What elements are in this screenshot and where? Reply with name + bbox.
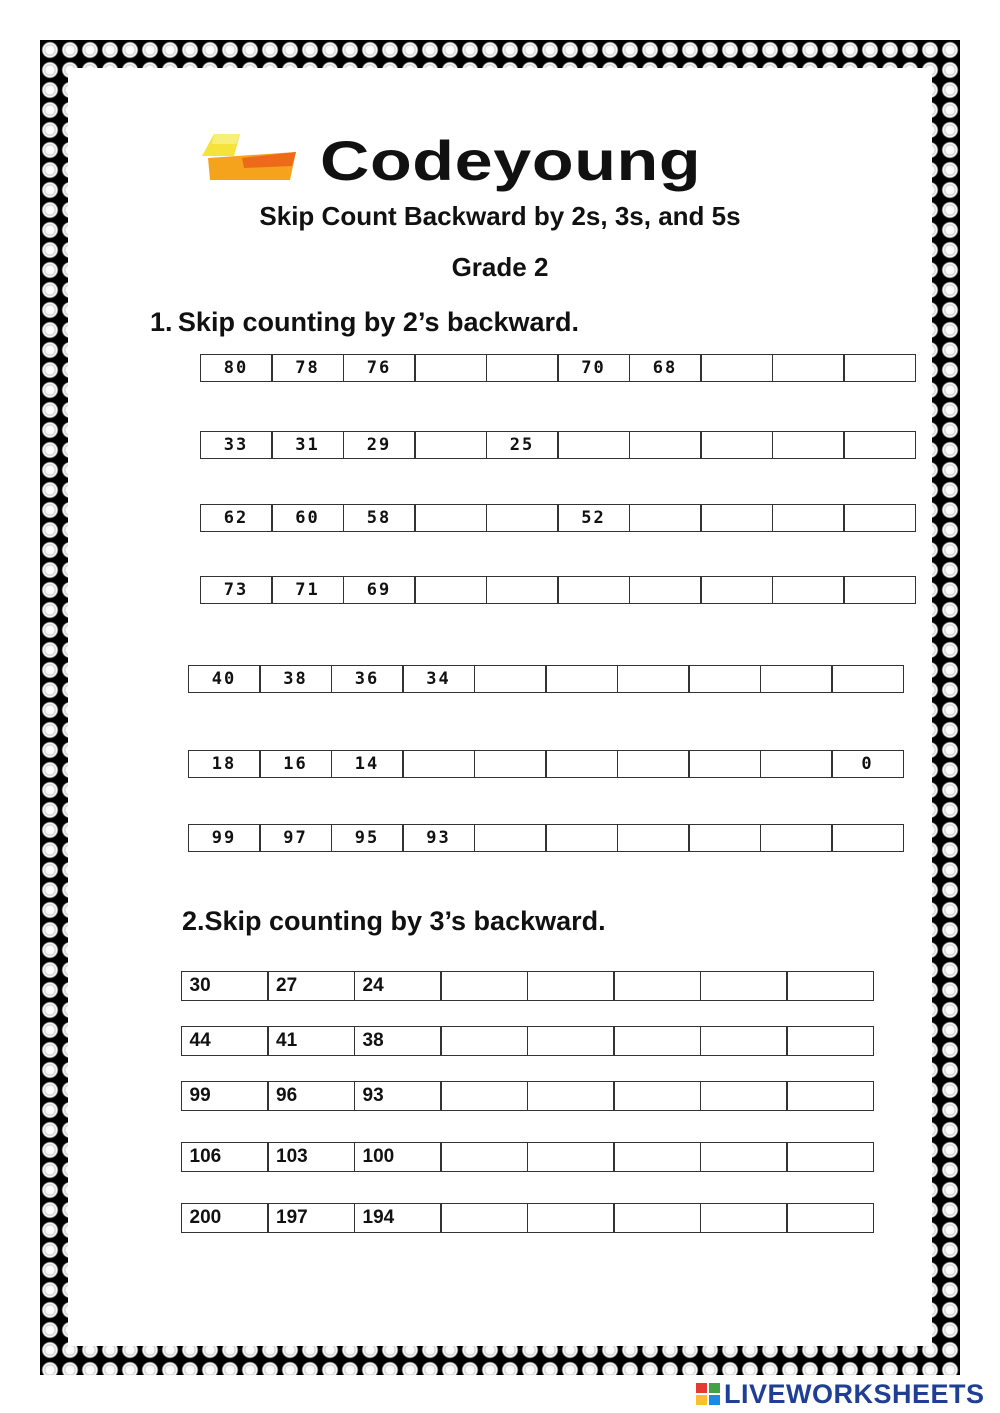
count-row-3s: [182, 1142, 874, 1172]
answer-cell: 106: [181, 1142, 269, 1172]
answer-cell: 71: [271, 576, 344, 604]
answer-cell[interactable]: [629, 431, 702, 459]
count-row-3s: [182, 1026, 874, 1056]
liveworksheets-logo-icon: [696, 1383, 720, 1405]
answer-cell: 73: [200, 576, 273, 604]
answer-cell: 99: [181, 1081, 269, 1111]
answer-cell: 0: [831, 750, 904, 778]
answer-cell: 70: [557, 354, 630, 382]
answer-cell[interactable]: [760, 824, 833, 852]
answer-cell: 27: [267, 971, 355, 1001]
answer-cell: 200: [181, 1203, 269, 1233]
brand-logo-icon: [200, 132, 300, 184]
answer-cell[interactable]: [440, 1026, 528, 1056]
section-2-heading: 2.Skip counting by 3’s backward.: [182, 906, 606, 936]
answer-cell[interactable]: [688, 665, 761, 693]
answer-cell: 197: [267, 1203, 355, 1233]
answer-cell: 68: [629, 354, 702, 382]
count-row-2s: [189, 665, 904, 693]
answer-cell: 34: [402, 665, 475, 693]
answer-cell[interactable]: [772, 431, 845, 459]
answer-cell[interactable]: [527, 1026, 615, 1056]
answer-cell: 60: [271, 504, 344, 532]
watermark-text: LIVEWORKSHEETS: [724, 1378, 985, 1409]
answer-cell[interactable]: [527, 1142, 615, 1172]
answer-cell: 93: [354, 1081, 442, 1111]
answer-cell[interactable]: [700, 576, 773, 604]
answer-cell[interactable]: [545, 750, 618, 778]
answer-cell[interactable]: [440, 971, 528, 1001]
answer-cell[interactable]: [700, 1203, 788, 1233]
count-row-3s: [182, 971, 874, 1001]
answer-cell[interactable]: [760, 665, 833, 693]
answer-cell[interactable]: [617, 750, 690, 778]
answer-cell[interactable]: [486, 354, 559, 382]
answer-cell[interactable]: [786, 1081, 874, 1111]
answer-cell: 14: [331, 750, 404, 778]
answer-cell[interactable]: [629, 504, 702, 532]
answer-cell[interactable]: [700, 1081, 788, 1111]
brand-name: Codeyoung: [320, 129, 702, 192]
answer-cell: 33: [200, 431, 273, 459]
answer-cell[interactable]: [414, 576, 487, 604]
answer-cell[interactable]: [700, 504, 773, 532]
answer-cell[interactable]: [527, 971, 615, 1001]
answer-cell[interactable]: [843, 576, 916, 604]
answer-cell[interactable]: [613, 1081, 701, 1111]
answer-cell: 38: [354, 1026, 442, 1056]
answer-cell: 78: [271, 354, 344, 382]
answer-cell[interactable]: [527, 1081, 615, 1111]
answer-cell: 41: [267, 1026, 355, 1056]
answer-cell: 97: [259, 824, 332, 852]
answer-cell[interactable]: [545, 824, 618, 852]
answer-cell[interactable]: [688, 750, 761, 778]
answer-cell[interactable]: [843, 504, 916, 532]
answer-cell[interactable]: [474, 665, 547, 693]
answer-cell[interactable]: [831, 824, 904, 852]
answer-cell[interactable]: [700, 971, 788, 1001]
answer-cell: 58: [343, 504, 416, 532]
answer-cell[interactable]: [700, 354, 773, 382]
answer-cell[interactable]: [486, 504, 559, 532]
section-1-heading: 1. Skip counting by 2’s backward.: [150, 307, 580, 337]
answer-cell: 76: [343, 354, 416, 382]
answer-cell[interactable]: [760, 750, 833, 778]
answer-cell: 194: [354, 1203, 442, 1233]
answer-cell: 52: [557, 504, 630, 532]
answer-cell: 38: [259, 665, 332, 693]
answer-cell: 44: [181, 1026, 269, 1056]
answer-cell: 103: [267, 1142, 355, 1172]
answer-cell: 95: [331, 824, 404, 852]
answer-cell: 40: [188, 665, 261, 693]
answer-cell: 31: [271, 431, 344, 459]
answer-cell[interactable]: [613, 1142, 701, 1172]
answer-cell: 29: [343, 431, 416, 459]
answer-cell[interactable]: [843, 354, 916, 382]
answer-cell: 18: [188, 750, 261, 778]
worksheet-title: Skip Count Backward by 2s, 3s, and 5s: [259, 201, 741, 231]
answer-cell: 96: [267, 1081, 355, 1111]
answer-cell[interactable]: [831, 665, 904, 693]
answer-cell[interactable]: [474, 824, 547, 852]
answer-cell[interactable]: [617, 665, 690, 693]
brand-logo: [200, 129, 810, 192]
answer-cell[interactable]: [613, 971, 701, 1001]
answer-cell[interactable]: [402, 750, 475, 778]
answer-cell[interactable]: [786, 1026, 874, 1056]
count-row-2s: [189, 824, 904, 852]
answer-cell[interactable]: [629, 576, 702, 604]
answer-cell[interactable]: [440, 1081, 528, 1111]
answer-cell: 16: [259, 750, 332, 778]
answer-cell[interactable]: [440, 1142, 528, 1172]
answer-cell: 24: [354, 971, 442, 1001]
answer-cell: 93: [402, 824, 475, 852]
answer-cell[interactable]: [786, 1142, 874, 1172]
answer-cell[interactable]: [613, 1203, 701, 1233]
answer-cell[interactable]: [557, 576, 630, 604]
count-row-2s: [201, 504, 916, 532]
answer-cell[interactable]: [772, 354, 845, 382]
answer-cell: 99: [188, 824, 261, 852]
answer-cell: 25: [486, 431, 559, 459]
answer-cell[interactable]: [474, 750, 547, 778]
answer-cell[interactable]: [843, 431, 916, 459]
answer-cell: 62: [200, 504, 273, 532]
answer-cell: 80: [200, 354, 273, 382]
answer-cell[interactable]: [688, 824, 761, 852]
count-row-2s: [201, 576, 916, 604]
count-row-2s: [201, 431, 916, 459]
answer-cell[interactable]: [700, 431, 773, 459]
answer-cell[interactable]: [545, 665, 618, 693]
answer-cell[interactable]: [700, 1142, 788, 1172]
count-row-3s: [182, 1081, 874, 1111]
answer-cell[interactable]: [786, 1203, 874, 1233]
answer-cell: 30: [181, 971, 269, 1001]
answer-cell[interactable]: [414, 504, 487, 532]
answer-cell: 100: [354, 1142, 442, 1172]
answer-cell[interactable]: [557, 431, 630, 459]
answer-cell[interactable]: [772, 504, 845, 532]
answer-cell[interactable]: [414, 354, 487, 382]
answer-cell[interactable]: [414, 431, 487, 459]
count-row-2s: [189, 750, 904, 778]
answer-cell[interactable]: [700, 1026, 788, 1056]
answer-cell[interactable]: [786, 971, 874, 1001]
count-row-3s: [182, 1203, 874, 1233]
answer-cell[interactable]: [440, 1203, 528, 1233]
answer-cell: 69: [343, 576, 416, 604]
answer-cell[interactable]: [486, 576, 559, 604]
answer-cell[interactable]: [772, 576, 845, 604]
count-row-2s: [201, 354, 916, 382]
grade-label: Grade 2: [451, 252, 549, 282]
answer-cell: 36: [331, 665, 404, 693]
answer-cell[interactable]: [527, 1203, 615, 1233]
liveworksheets-watermark: [696, 1380, 985, 1408]
answer-cell[interactable]: [617, 824, 690, 852]
answer-cell[interactable]: [613, 1026, 701, 1056]
